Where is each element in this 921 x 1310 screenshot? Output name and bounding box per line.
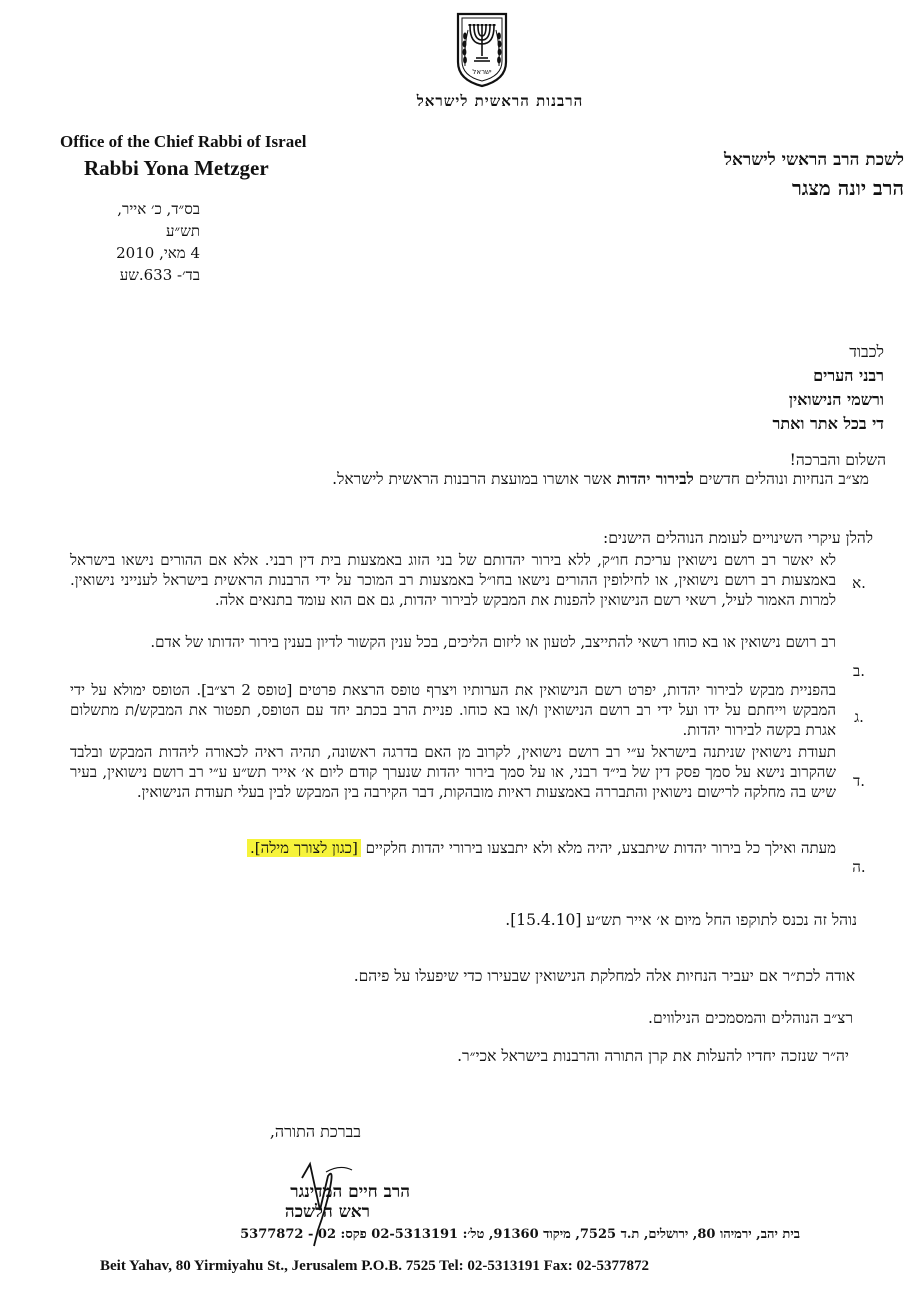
addressee-line-3: די בכל אתר ואתר: [772, 414, 884, 433]
intro-text-end: אשר אושרו במועצת הרבנות הראשית לישראל.: [332, 470, 617, 488]
addressee-block: [560, 340, 884, 436]
intro-paragraph: [209, 468, 869, 490]
civil-date: 4 מאי, 2010: [116, 244, 200, 262]
item-text: תעודת נישואין שניתנה בישראל ע״י רב רושם נישואין, לקרוב מן האם בדרגה ראשונה, תהיה ראיה לכאורה ליהדות המבקש ובלבד שהקרוב נישא על סמך פסק דין של בי״ד רבני, או על סמך בירור יהדות שנערך קודם ליום א׳ אייר תש״ע ע״י רב רושם נישואין, בעיר שיש בה מחלקה לרישום נישואין והתבררה באמצעות ראיות מובהקות, דבר הקירבה בין המבקש לבין בעלי תעודת הנישואין.: [70, 743, 836, 801]
office-title-en: Office of the Chief Rabbi of Israel: [60, 132, 307, 151]
list-item: [70, 742, 870, 842]
list-item: [70, 838, 870, 888]
list-item: [70, 632, 870, 682]
item-text-main: מעתה ואילך כל בירור יהדות שיתבצע, יהיה מלא ולא יתבצעו בירורי יהדות חלקיים: [360, 839, 836, 857]
item-letter: ה.: [852, 858, 866, 876]
addressee-line-2: ורשמי הנישואין: [788, 390, 884, 409]
addressee-honorific: לכבוד: [849, 342, 884, 361]
highlighted-text: [כגון לצורך מילה].: [247, 839, 361, 857]
item-letter: ג.: [854, 708, 864, 726]
rabbi-name-he: הרב יונה מצגר: [791, 176, 904, 200]
effective-date-paragraph: נוהל זה נכנס לתוקפו החל מיום א׳ אייר תש״ע [15.4.10].: [505, 911, 857, 929]
state-emblem-icon: [452, 10, 512, 88]
intro-text-bold: לבירור יהדות: [616, 469, 694, 488]
intro-text-start: מצ״ב הנחיות ונוהלים חדשים: [693, 470, 869, 488]
item-letter: א.: [852, 574, 866, 592]
closing-blessing: בברכת התורה,: [269, 1122, 361, 1141]
signer-title: ראש הלשכה: [284, 1202, 370, 1222]
reference-number: בד׳- 633.שע: [119, 266, 200, 284]
item-text: לא יאשר רב רושם נישואין עריכת חו״ק, ללא בירור יהדותם של בני הזוג באמצעות בית דין רבני. אלא אם ההורים נישאו בישראל באמצעות רב רושם נישואין, או לחילופין ההורים נישאו בחו״ל באמצעות רב המוכר על ידי הרבנות הראשית בישראל לענייני נישואין. למרות האמור לעיל, רשאי רשם הנישואין להפנות את המבקש לבירור יהדות, גם אם הוא עומד בתנאים אלה.: [70, 551, 836, 609]
list-item: [70, 680, 870, 750]
item-letter: ד.: [853, 772, 865, 790]
emblem-text: ישראל: [472, 68, 492, 76]
attachments-note: רצ״ב הנוהלים והמסמכים הנילווים.: [648, 1009, 853, 1027]
hebrew-date: בס״ד, כ׳ אייר, תש״ע: [117, 200, 200, 240]
item-text: בהפניית מבקש לבירור יהדות, יפרט רשם הנישואין את הערותיו ויצרף טופס הרצאת פרטים [טופס 2 רצ״ב]. הטופס ימולא על ידי המבקש וייחתם על ידו ועל ידי רב רושם הנישואין ו/או בא כוחו. פניית הרב בכתב יחד עם הטופס, תפטור את המבקש/ת מתשלום אגרת בקשה לבירור יהדות.: [70, 681, 836, 739]
date-block: [80, 198, 200, 286]
item-text: [70, 838, 836, 858]
item-letter: ב.: [852, 662, 865, 680]
thanks-paragraph: אודה לכת״ר אם יעביר הנחיות אלה למחלקת הנישואין שבעירו כדי שיפעלו על פיהם.: [353, 967, 855, 985]
greeting: השלום והברכה!: [789, 451, 886, 469]
footer-address-he: בית יהב, ירמיהו 80, ירושלים, ת.ד 7525, מיקוד 91360, טל׳: 02-5313191 פקס: 02 - 5377872: [240, 1227, 800, 1242]
closing-wish: יה״ר שנזכה יחדיו להעלות את קרן התורה והרבנות בישראל אכי״ר.: [457, 1047, 849, 1065]
addressee-line-1: רבני הערים: [813, 366, 884, 385]
item-text: רב רושם נישואין או בא כוחו רשאי להתייצב, לטעון או ליזום הליכים, בכל ענין הקשור לדיון בענין בירור יהדותו של אדם.: [150, 633, 836, 651]
rabbi-name-en: Rabbi Yona Metzger: [84, 156, 269, 180]
office-title-he: לשכת הרב הראשי לישראל: [724, 150, 904, 170]
signer-name: הרב חיים המדינגר: [290, 1182, 410, 1202]
footer-address-en: Beit Yahav, 80 Yirmiyahu St., Jerusalem P.O.B. 7525 Tel: 02-5313191 Fax: 02-5377872: [100, 1258, 650, 1274]
org-name-he: הרבנות הראשית לישראל: [416, 92, 584, 110]
main-changes-heading: להלן עיקרי השינויים לעומת הנוהלים הישנים:: [603, 529, 873, 547]
